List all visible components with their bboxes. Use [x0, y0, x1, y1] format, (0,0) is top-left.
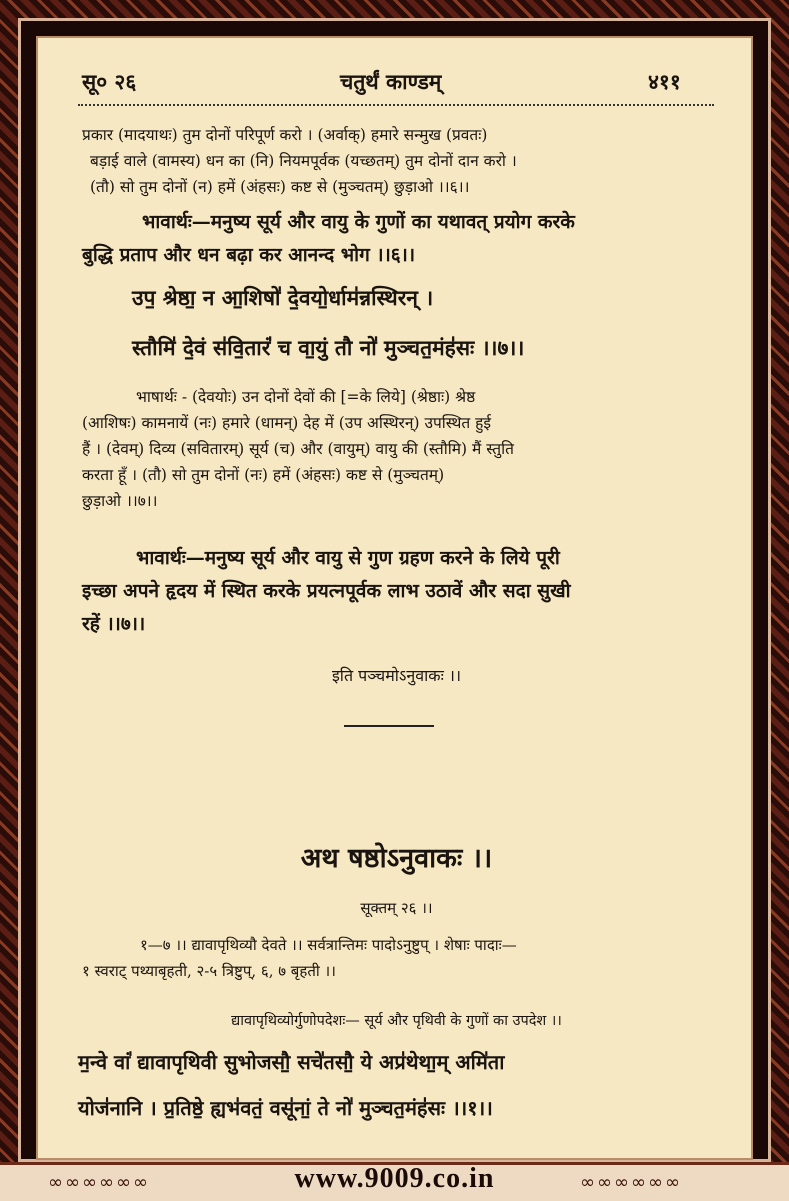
- text-line: १—७ ।। द्यावापृथिव्यौ देवते ।। सर्वत्रान्तिमः पादोऽनुष्टुप् । शेषाः पादाः—: [140, 936, 517, 954]
- sukta-number: सू० २६: [82, 69, 137, 94]
- devata-chhanda: [82, 932, 718, 984]
- bhashartha-7: [82, 384, 718, 514]
- text-line: करता हूँ । (तौ) सो तुम दोनों (नः) हमें (अंहसः) कष्ट से (मुञ्चतम्): [82, 466, 445, 484]
- meaning-paragraph-6: [82, 122, 718, 200]
- section-divider: [344, 725, 434, 727]
- chapter-title: चतुर्थं काण्डम्: [340, 69, 442, 94]
- text-line: इच्छा अपने हृदय में स्थित करके प्रयत्नपूर्वक लाभ उठावें और सदा सुखी: [82, 580, 571, 602]
- website-url[interactable]: www.9009.co.in: [294, 1163, 495, 1194]
- text-line: छुड़ाओ ।।७।।: [82, 492, 158, 510]
- mantra-7-line-1: उप॒ श्रेष्ठा॒ न आ॒शिषो॑ दे॒वयो॒र्धाम॑न्नस्थिरन् ।: [132, 285, 434, 310]
- text-line: बुद्धि प्रताप और धन बढ़ा कर आनन्द भोग ।।६।।: [82, 244, 416, 266]
- text-line: रहें ।।७।।: [82, 613, 146, 635]
- text-line: बड़ाई वाले (वामस्य) धन का (नि) नियमपूर्वक (यच्छतम्) तुम दोनों दान करो ।: [90, 152, 517, 170]
- sukta-title: सूक्तम् २६ ।।: [360, 899, 433, 917]
- anuvak-title: अथ षष्ठोऽनुवाकः ।।: [300, 843, 493, 874]
- header-rule: [78, 104, 714, 106]
- anuvak-end-note: इति पञ्चमोऽनुवाकः ।।: [331, 666, 462, 685]
- bhavarth-7: [82, 542, 718, 641]
- upadesh-line: द्यावापृथिव्योर्गुणोपदेशः— सूर्य और पृथिवी के गुणों का उपदेश ।।: [231, 1013, 562, 1029]
- page-header: [82, 64, 712, 98]
- mantra-7-line-2: स्तौमि॑ दे॒वं स॑वि॒तारं॑ च वा॒युं तौ नो॑ मुञ्चत॒मंह॑सः ।।७।।: [132, 335, 525, 360]
- text-line: हैं । (देवम्) दिव्य (सवितारम्) सूर्य (च) और (वायुम्) वायु की (स्तौमि) मैं स्तुति: [82, 440, 514, 458]
- text-line: भाषार्थः - (देवयोः) उन दोनों देवों की [=के लिये] (श्रेष्ठाः) श्रेष्ठ: [136, 388, 476, 406]
- text-line: प्रकार (मादयाथः) तुम दोनों परिपूर्ण करो । (अर्वाक्) हमारे सन्मुख (प्रवतः): [82, 126, 488, 144]
- text-line: भावार्थः—मनुष्य सूर्य और वायु के गुणों का यथावत् प्रयोग करके: [142, 211, 575, 233]
- text-line: (तौ) सो तुम दोनों (न) हमें (अंहसः) कष्ट से (मुञ्चतम्) छुड़ाओ ।।६।।: [90, 178, 470, 196]
- page-number: ४११: [648, 69, 681, 94]
- mantra-1-line-1: म॒न्वे वां॑ द्यावापृथिवी सुभोजसौ॒ सचे॑तसौ॒ ये अप्र॑थेथा॒म् अमि॑ता: [78, 1050, 505, 1074]
- left-ornament-icon: ∞∞∞∞∞∞: [48, 1172, 150, 1193]
- text-line: १ स्वराट् पथ्याबृहती, २-५ त्रिष्टुप्, ६, ७ बृहती ।।: [82, 962, 336, 980]
- text-line: भावार्थः—मनुष्य सूर्य और वायु से गुण ग्रहण करने के लिये पूरी: [136, 547, 560, 569]
- bhavarth-6: [82, 206, 718, 272]
- book-page: [36, 36, 753, 1160]
- right-ornament-icon: ∞∞∞∞∞∞: [580, 1172, 682, 1193]
- text-line: (आशिषः) कामनायें (नः) हमारे (धामन्) देह में (उप अस्थिरन्) उपस्थित हुई: [82, 414, 491, 432]
- mantra-1-line-2: योज॑नानि । प्र॒तिष्ठे॒ ह्यभ॑वतं॒ वसू॑नां॒ ते नो॑ मुञ्चत॒मंह॑सः ।।१।।: [78, 1096, 493, 1120]
